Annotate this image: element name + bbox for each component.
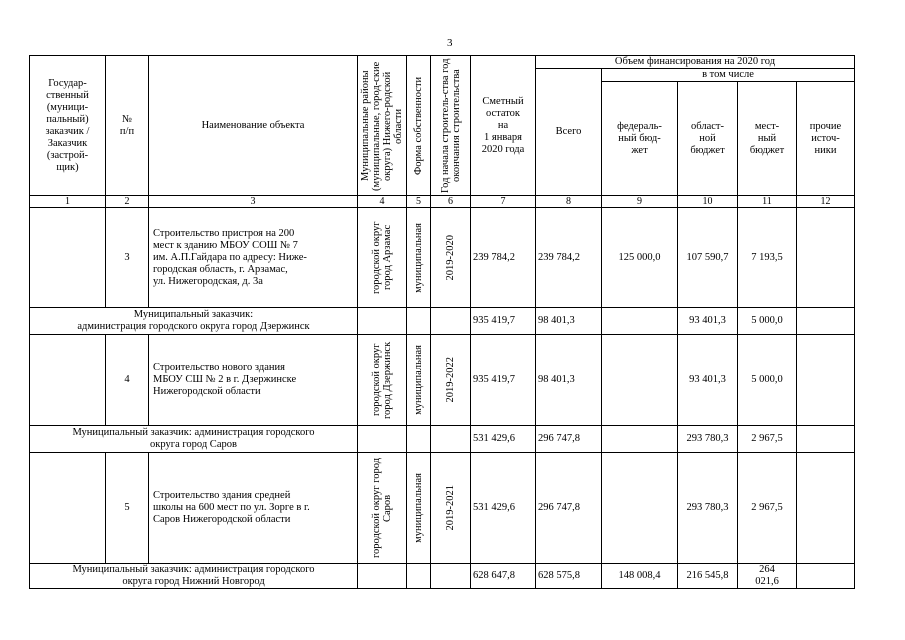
customer-cell <box>30 208 106 308</box>
column-number: 12 <box>797 196 855 208</box>
total-value: 98 401,3 <box>536 335 602 426</box>
federal-value <box>602 335 678 426</box>
district-cell <box>358 426 407 453</box>
local-value: 2 967,5 <box>738 426 797 453</box>
years-cell: 2019-2021 <box>431 453 471 564</box>
column-number: 2 <box>106 196 149 208</box>
header-years: Год начала строитель-ства год окончания строительства <box>431 56 471 196</box>
object-row <box>30 453 855 564</box>
balance-value: 531 429,6 <box>471 426 536 453</box>
local-value: 2 967,5 <box>738 453 797 564</box>
page-number: 3 <box>447 37 453 49</box>
district-cell: городской округ город Дзержинск <box>358 335 407 426</box>
years-cell: 2019-2020 <box>431 208 471 308</box>
customer-label: Муниципальный заказчик: администрация городского округа город Дзержинск <box>30 308 358 335</box>
row-number: 4 <box>106 335 149 426</box>
regional-value: 293 780,3 <box>678 426 738 453</box>
header-total: Всего <box>536 69 602 196</box>
other-value <box>797 208 855 308</box>
balance-value: 935 419,7 <box>471 335 536 426</box>
ownership-cell: муниципальная <box>407 453 431 564</box>
column-number: 7 <box>471 196 536 208</box>
customer-cell <box>30 335 106 426</box>
column-number: 8 <box>536 196 602 208</box>
ownership-cell: муниципальная <box>407 208 431 308</box>
total-value: 239 784,2 <box>536 208 602 308</box>
regional-value: 216 545,8 <box>678 564 738 589</box>
column-number: 9 <box>602 196 678 208</box>
total-value: 98 401,3 <box>536 308 602 335</box>
customer-label: Муниципальный заказчик: администрация городского округа город Саров <box>30 426 358 453</box>
years-cell <box>431 426 471 453</box>
column-number-row <box>30 196 855 208</box>
column-number: 4 <box>358 196 407 208</box>
column-number: 11 <box>738 196 797 208</box>
column-number: 1 <box>30 196 106 208</box>
object-name: Строительство пристроя на 200 мест к зданию МБОУ СОШ № 7 им. А.П.Гайдара по адресу: Ниже- городская область, г. Арзамас, ул. Нижегородская, д. 3а <box>149 208 358 308</box>
header-other: прочие источ- ники <box>797 82 855 196</box>
column-number: 6 <box>431 196 471 208</box>
local-value: 5 000,0 <box>738 308 797 335</box>
row-number: 3 <box>106 208 149 308</box>
federal-value <box>602 426 678 453</box>
total-value: 628 575,8 <box>536 564 602 589</box>
ownership-cell <box>407 308 431 335</box>
regional-value: 293 780,3 <box>678 453 738 564</box>
row-number: 5 <box>106 453 149 564</box>
regional-value: 93 401,3 <box>678 335 738 426</box>
local-value: 7 193,5 <box>738 208 797 308</box>
customer-row <box>30 308 855 335</box>
column-number: 5 <box>407 196 431 208</box>
federal-value: 125 000,0 <box>602 208 678 308</box>
object-row <box>30 335 855 426</box>
header-object-name: Наименование объекта <box>149 56 358 196</box>
district-cell: городской округ город Саров <box>358 453 407 564</box>
balance-value: 531 429,6 <box>471 453 536 564</box>
column-number: 3 <box>149 196 358 208</box>
local-value: 264 021,6 <box>738 564 797 589</box>
header-including: в том числе <box>602 69 855 82</box>
district-cell: городской округ город Арзамас <box>358 208 407 308</box>
balance-value: 239 784,2 <box>471 208 536 308</box>
object-name: Строительство здания средней школы на 600 мест по ул. Зорге в г. Саров Нижегородской области <box>149 453 358 564</box>
district-cell <box>358 308 407 335</box>
header-local: мест- ный бюджет <box>738 82 797 196</box>
column-number: 10 <box>678 196 738 208</box>
header-ownership: Форма собственности <box>407 56 431 196</box>
federal-value <box>602 453 678 564</box>
years-cell <box>431 564 471 589</box>
total-value: 296 747,8 <box>536 453 602 564</box>
header-funding: Объем финансирования на 2020 год <box>536 56 855 69</box>
customer-label: Муниципальный заказчик: администрация городского округа город Нижний Новгород <box>30 564 358 589</box>
years-cell: 2019-2022 <box>431 335 471 426</box>
balance-value: 935 419,7 <box>471 308 536 335</box>
years-cell <box>431 308 471 335</box>
other-value <box>797 426 855 453</box>
header-balance: Сметный остаток на 1 января 2020 года <box>471 56 536 196</box>
other-value <box>797 564 855 589</box>
header-federal: федераль- ный бюд- жет <box>602 82 678 196</box>
ownership-cell: муниципальная <box>407 335 431 426</box>
other-value <box>797 453 855 564</box>
ownership-cell <box>407 564 431 589</box>
local-value: 5 000,0 <box>738 335 797 426</box>
customer-cell <box>30 453 106 564</box>
federal-value: 148 008,4 <box>602 564 678 589</box>
regional-value: 93 401,3 <box>678 308 738 335</box>
federal-value <box>602 308 678 335</box>
object-row <box>30 208 855 308</box>
funding-table <box>29 55 855 589</box>
object-name: Строительство нового здания МБОУ СШ № 2 в г. Дзержинске Нижегородской области <box>149 335 358 426</box>
header-row-number: № п/п <box>106 56 149 196</box>
customer-row <box>30 426 855 453</box>
ownership-cell <box>407 426 431 453</box>
balance-value: 628 647,8 <box>471 564 536 589</box>
header-customer: Государ- ственный (муници- пальный) заказчик / Заказчик (застрой- щик) <box>30 56 106 196</box>
other-value <box>797 335 855 426</box>
regional-value: 107 590,7 <box>678 208 738 308</box>
header-district: Муниципальные районы (муниципальные, город-ские округа) Нижего-родской области <box>358 56 407 196</box>
total-value: 296 747,8 <box>536 426 602 453</box>
district-cell <box>358 564 407 589</box>
other-value <box>797 308 855 335</box>
customer-row <box>30 564 855 589</box>
header-regional: област- ной бюджет <box>678 82 738 196</box>
